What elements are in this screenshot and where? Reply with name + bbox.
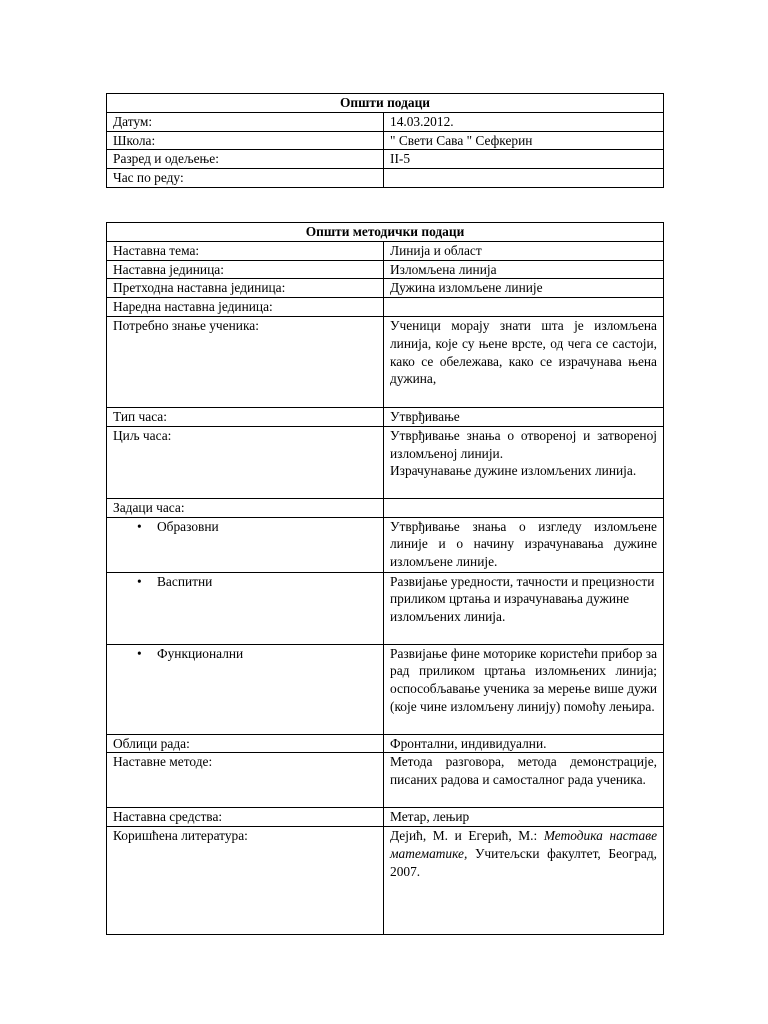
unit-value: Изломљена линија (384, 260, 664, 279)
task-functional-label: Функционални (157, 645, 244, 661)
work-forms-value: Фронтални, индивидуални. (384, 734, 664, 753)
table-row (107, 316, 664, 407)
goal-value-line-2: Израчунавање дужине изломљених линија. (390, 463, 637, 479)
knowledge-label: Потребно знање ученика: (107, 316, 384, 407)
date-value: 14.03.2012. (384, 112, 664, 131)
table-row (107, 131, 664, 150)
table-row (107, 407, 664, 426)
lesson-number-label: Час по реду: (107, 169, 384, 188)
literature-label: Коришћена литература: (107, 827, 384, 935)
lesson-type-label: Тип часа: (107, 407, 384, 426)
bullet: • (137, 518, 142, 534)
task-upbringing-label: Васпитни (157, 573, 213, 589)
previous-unit-value: Дужина изломљене линије (384, 279, 664, 298)
table-row (107, 753, 664, 808)
table-row (107, 112, 664, 131)
table-row (107, 426, 664, 498)
class-label: Разред и одељење: (107, 150, 384, 169)
table-row (107, 644, 664, 734)
table-row (107, 150, 664, 169)
school-value: " Свети Сава " Сефкерин (384, 131, 664, 150)
task-upbringing-value: Развијање уредности, тачности и прецизности приликом цртања и израчунавања дужине изломљених линија. (384, 572, 664, 644)
literature-publisher: Учитељски факултет, Београд, 2007. (390, 845, 657, 879)
table-row (107, 241, 664, 260)
teaching-means-value: Метар, лењир (384, 808, 664, 827)
goal-value (384, 426, 664, 498)
school-label: Школа: (107, 131, 384, 150)
general-data-title: Општи подаци (107, 94, 664, 113)
knowledge-value: Ученици морају знати шта је изломљена линија, које су њене врсте, од чега се састоји, како се обележава, како се израчунава њена дужина, (384, 316, 664, 407)
literature-authors: Дејић, М. и Егерић, М.: (390, 828, 538, 844)
table-row (107, 498, 664, 517)
table-row (107, 734, 664, 753)
task-functional-cell (107, 644, 384, 734)
teaching-means-label: Наставна средства: (107, 808, 384, 827)
tasks-label: Задаци часа: (107, 498, 384, 517)
unit-label: Наставна јединица: (107, 260, 384, 279)
literature-value (384, 827, 664, 935)
next-unit-label: Наредна наставна јединица: (107, 298, 384, 317)
table-row (107, 808, 664, 827)
table-row (107, 169, 664, 188)
task-educational-label: Образовни (157, 518, 219, 534)
bullet: • (137, 573, 142, 589)
literature-title: Методика наставе математике, (390, 828, 658, 861)
goal-label: Циљ часа: (107, 426, 384, 498)
topic-value: Линија и област (384, 241, 664, 260)
task-upbringing-cell (107, 572, 384, 644)
table-row (107, 517, 664, 572)
lesson-type-value: Утврђивање (384, 407, 664, 426)
table-row (107, 827, 664, 935)
goal-value-line-1: Утврђивање знања о отвореној и затвореној изломљеној линији. (390, 427, 658, 461)
lesson-number-value (384, 169, 664, 188)
task-educational-cell (107, 517, 384, 572)
methods-label: Наставне методе: (107, 753, 384, 808)
methodical-data-table (106, 222, 664, 935)
methodical-data-title: Општи методички подаци (107, 223, 664, 242)
table-row (107, 572, 664, 644)
general-data-table (106, 93, 664, 188)
topic-label: Наставна тема: (107, 241, 384, 260)
class-value: II-5 (384, 150, 664, 169)
methods-value: Метода разговора, метода демонстрације, писаних радова и самосталног рада ученика. (384, 753, 664, 808)
tasks-value (384, 498, 664, 517)
previous-unit-label: Претходна наставна јединица: (107, 279, 384, 298)
bullet: • (137, 645, 142, 661)
work-forms-label: Облици рада: (107, 734, 384, 753)
table-row (107, 260, 664, 279)
date-label: Датум: (107, 112, 384, 131)
task-functional-value: Развијање фине моторике користећи прибор за рад приликом цртања изломњених линија; оспособљавање ученика за мерење више дужи (које чине изломљену линију) помоћу лењира. (384, 644, 664, 734)
next-unit-value (384, 298, 664, 317)
table-row (107, 279, 664, 298)
task-educational-value: Утврђивање знања о изгледу изломљене линије и о начину израчунавања дужине изломљене линије. (384, 517, 664, 572)
table-row (107, 298, 664, 317)
